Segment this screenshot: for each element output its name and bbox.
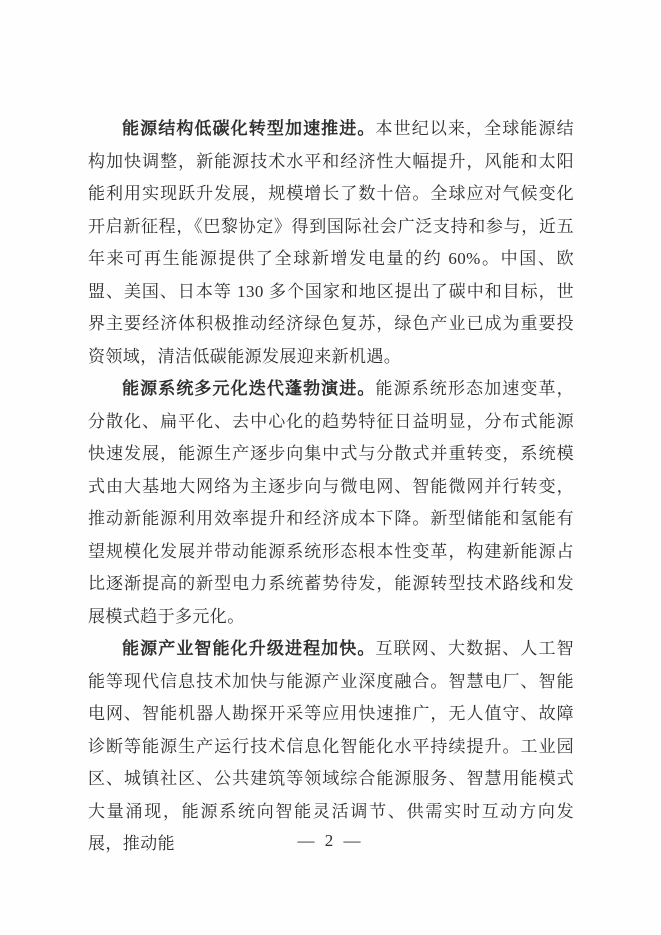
paragraph-energy-system	[88, 373, 574, 633]
paragraph-lead: 能源系统多元化迭代蓬勃演进。	[122, 379, 376, 398]
paragraph-lead: 能源结构低碳化转型加速推进。	[122, 119, 376, 138]
paragraph-lead: 能源产业智能化升级进程加快。	[122, 639, 376, 658]
paragraph-text: 本世纪以来，全球能源结构加快调整，新能源技术水平和经济性大幅提升，风能和太阳能利用实现跃升发展，规模增长了数十倍。全球应对气候变化开启新征程，《巴黎协定》得到国际社会广泛支持和参与，近五年来可再生能源提供了全球新增发电量的约 60%。中国、欧盟、美国、日本等 130 多个国家和地区提出了碳中和目标，世界主要经济体积极推动经济绿色复苏，绿色产业已成为重要投资领域，清洁低碳能源发展迎来新机遇。	[88, 119, 574, 366]
paragraph-energy-industry	[88, 633, 574, 861]
page-number: — 2 —	[297, 831, 364, 850]
paragraph-text: 能源系统形态加速变革，分散化、扁平化、去中心化的趋势特征日益明显，分布式能源快速发展，能源生产逐步向集中式与分散式并重转变，系统模式由大基地大网络为主逐步向与微电网、智能微网并行转变，推动新能源利用效率提升和经济成本下降。新型储能和氢能有望规模化发展并带动能源系统形态根本性变革，构建新能源占比逐渐提高的新型电力系统蓄势待发，能源转型技术路线和发展模式趋于多元化。	[88, 379, 574, 626]
document-body	[88, 113, 574, 861]
paragraph-text: 互联网、大数据、人工智能等现代信息技术加快与能源产业深度融合。智慧电厂、智能电网、智能机器人勘探开采等应用快速推广，无人值守、故障诊断等能源生产运行技术信息化智能化水平持续提升。工业园区、城镇社区、公共建筑等领域综合能源服务、智慧用能模式大量涌现，能源系统向智能灵活调节、供需实时互动方向发展，推动能	[88, 639, 574, 853]
paragraph-energy-structure	[88, 113, 574, 373]
